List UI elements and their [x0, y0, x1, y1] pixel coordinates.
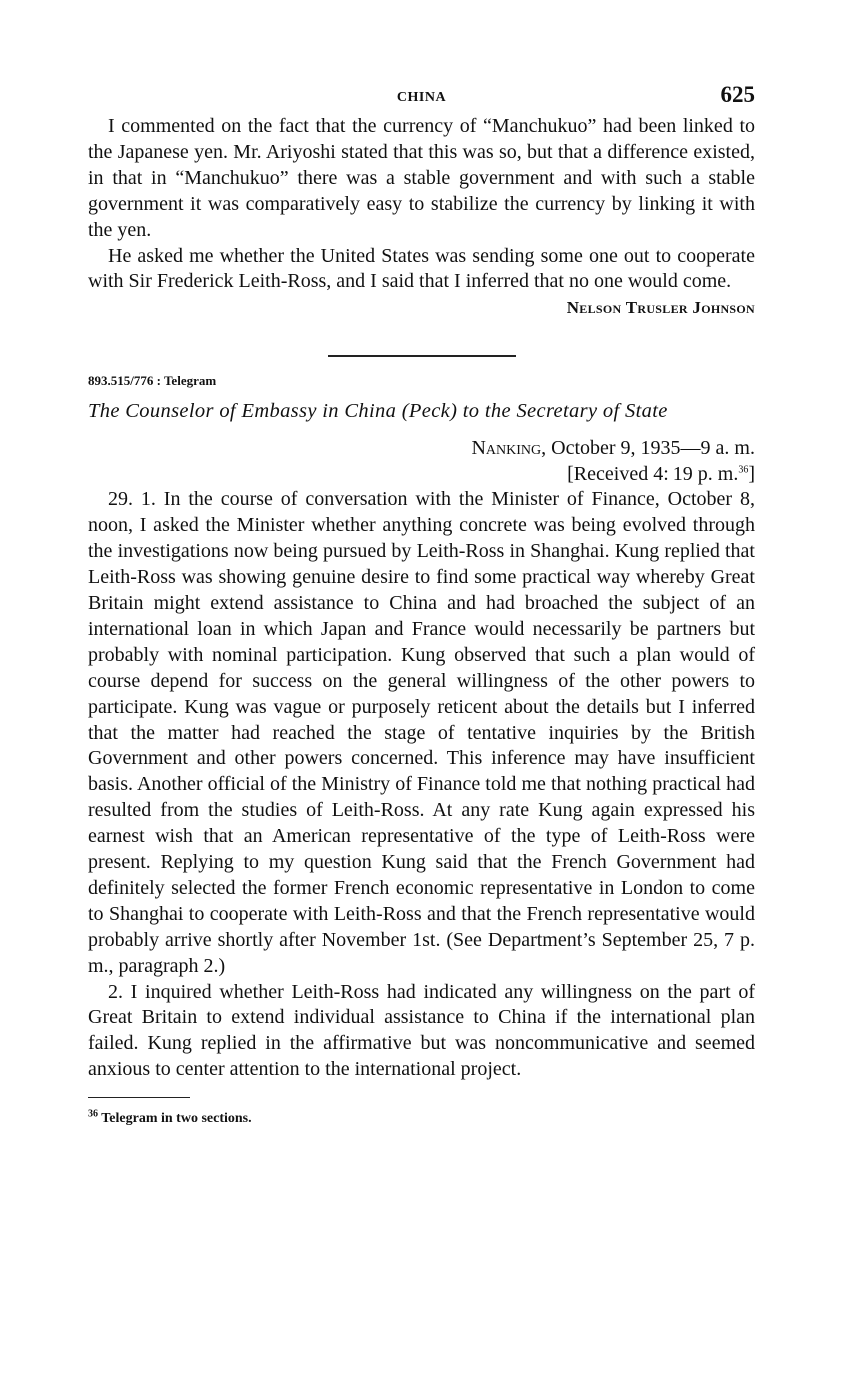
signature: Nelson Trusler Johnson: [566, 298, 755, 318]
received-text: [Received 4: 19 p. m.: [567, 463, 739, 486]
footnote-marker: 36: [88, 1108, 98, 1120]
document-page: [88, 80, 755, 1128]
footnote: [88, 1110, 755, 1128]
running-title: CHINA: [396, 90, 447, 105]
received-close: ]: [748, 463, 755, 486]
section-divider: [328, 355, 516, 357]
paragraph-currency: I commented on the fact that the currency of “Manchukuo” had been linked to the Japanese yen. Mr. Ariyoshi stated that this was so, but that a difference existed, in that in “Manchukuo” there was a stable government and with such a stable government it was comparatively easy to stabilize the currency by linking it with the yen.: [88, 115, 755, 241]
paragraph-leith-ross: He asked me whether the United States was sending some one out to cooperate with Sir Frederick Leith-Ross, and I said that I inferred that no one would come.: [88, 244, 755, 293]
dateline: [88, 435, 755, 461]
page-number: 625: [720, 82, 755, 107]
received-line: [88, 461, 755, 487]
footnote-text: Telegram in two sections.: [101, 1111, 252, 1127]
telegram-paragraph-2: 2. I inquired whether Leith-Ross had indicated any willingness on the part of Great Britain to extend individual assistance to China if the international plan failed. Kung replied in the affirmative but was noncommunicative and seemed anxious to center attention to the international project.: [88, 980, 755, 1081]
footnote-reference: 36: [738, 464, 749, 476]
running-head: [88, 80, 755, 114]
footnote-divider: [88, 1097, 190, 1098]
document-title: The Counselor of Embassy in China (Peck) to the Secretary of State: [88, 400, 668, 423]
telegram-paragraph-1: 29. 1. In the course of conversation with the Minister of Finance, October 8, noon, I asked the Minister whether anything concrete was being evolved through the investigations now being pursued by Leith-Ross in Shanghai. Kung replied that Leith-Ross was showing genuine desire to find some practical way whereby Great Britain might extend assistance to China and had broached the subject of an international loan in which Japan and France would necessarily be partners but probably with nominal participation. Kung observed that such a plan would of course depend for success on the general willingness of the other powers to participate. Kung was vague or purposely reticent about the details but I inferred that the matter had reached the stage of tentative inquiries by the British Government and other powers concerned. This inference may have insufficient basis. Another official of the Ministry of Finance told me that nothing practical had resulted from the studies of Leith-Ross. At any rate Kung again expressed his earnest wish that an American representative of the type of Leith-Ross were present. Replying to my question Kung said that the French Government had definitely selected the former French economic representative in London to come to Shanghai to cooperate with Leith-Ross and that the French representative would probably arrive shortly after November 1st. (See Department’s September 25, 7 p. m., paragraph 2.): [88, 488, 755, 977]
file-reference: 893.515/776 : Telegram: [88, 373, 217, 389]
dateline-place: Nanking,: [471, 437, 547, 460]
dateline-date: October 9, 1935—9 a. m.: [551, 437, 755, 460]
